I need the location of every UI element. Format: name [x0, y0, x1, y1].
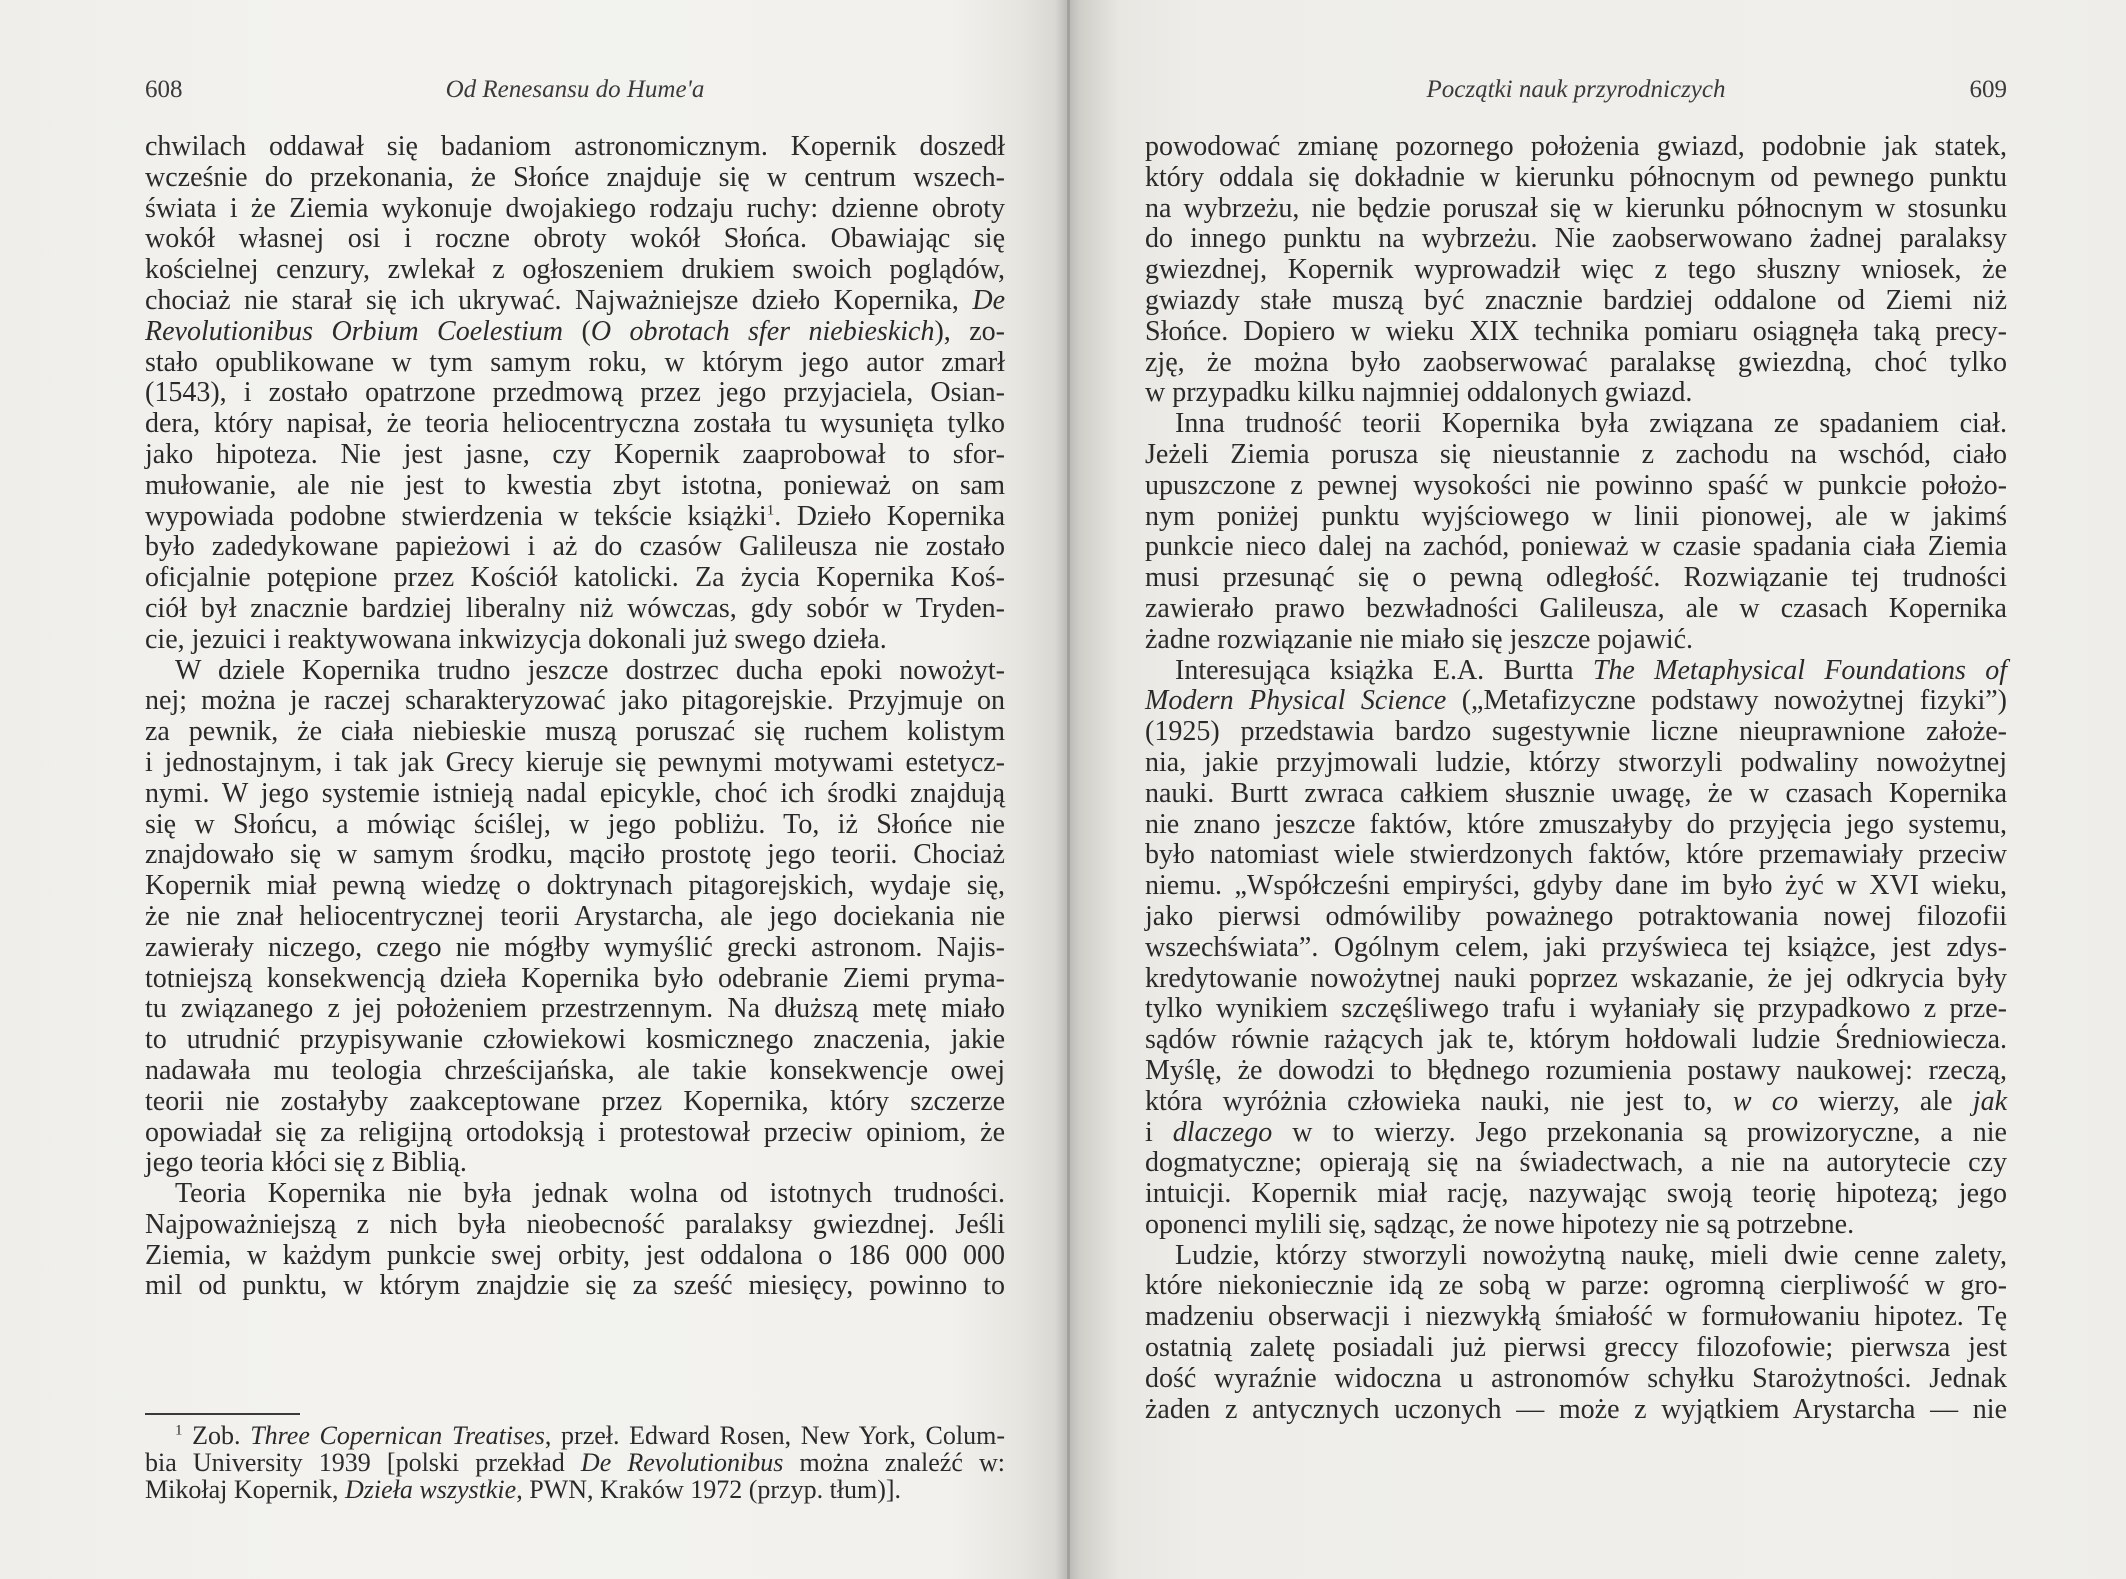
text-line [1145, 409, 2007, 440]
text-segment: nia, jakie przyjmowali ludzie, którzy stworzyli podwaliny nowożytnej [1145, 746, 2007, 778]
text-segment: ostatnią zaletę posiadali już pierwsi greccy filozofowie; pierwsza jest [1145, 1332, 2007, 1364]
text-line [145, 1118, 1005, 1149]
text-segment: upuszczone z pewnej wysokości nie powinno spaść w punkcie położo- [1145, 469, 2007, 501]
text-line [145, 132, 1005, 163]
text-line [145, 317, 1005, 348]
text-segment: jako pierwsi odmówiliby poważnego potraktowania nowej filozofii [1145, 900, 2007, 932]
text-line [1145, 902, 2007, 933]
text-segment: gwiezdnej, Kopernik wyprowadził więc z tego słuszny wniosek, że [1145, 254, 2007, 286]
text-segment: Zob. [182, 1421, 251, 1450]
text-segment: która wyróżnia człowieka nauki, nie jest to, [1145, 1085, 1733, 1117]
text-segment: zawierały niczego, czego nie mógłby wymyślić grecki astronom. Najis- [145, 931, 1005, 963]
text-line [1145, 378, 2007, 409]
text-line [1145, 840, 2007, 871]
text-line [145, 1241, 1005, 1272]
text-line [145, 625, 1005, 656]
text-line [145, 1056, 1005, 1087]
italic-text: dlaczego [1172, 1116, 1273, 1148]
text-segment: ( [563, 315, 591, 347]
text-line [1145, 132, 2007, 163]
text-segment: jako hipoteza. Nie jest jasne, czy Kopernik zaaprobował to sfor- [145, 438, 1005, 470]
text-segment: żadne rozwiązanie nie miało się jeszcze pojawić. [1145, 623, 1694, 655]
italic-text: The Metaphysical Foundations of [1592, 654, 2007, 686]
text-line [145, 840, 1005, 871]
text-line [145, 1025, 1005, 1056]
text-segment: nym poniżej punktu wyjściowego w linii pionowej, ale w jakimś [1145, 500, 2007, 532]
right-page [1145, 0, 2007, 1579]
text-line [1145, 871, 2007, 902]
text-segment: nie znano jeszcze faktów, które zmuszałyby do przyjęcia jego systemu, [1145, 808, 2007, 840]
text-segment: kredytowanie nowożytnej nauki poprzez wskazanie, że jej odkrycia były [1145, 962, 2007, 994]
text-segment: Interesująca książka E.A. Burtta [1175, 654, 1593, 686]
text-segment: można znaleźć w: [783, 1448, 1005, 1477]
text-segment: tylko wynikiem szczęśliwego trafu i wyłaniały się przypadkowo z prze- [1145, 993, 2007, 1025]
text-segment: które niekoniecznie idą ze sobą w parze: ogromną cierpliwość w gro- [1145, 1270, 2007, 1302]
body-text [1145, 132, 2007, 1425]
text-line [145, 255, 1005, 286]
footnote-separator [145, 1413, 300, 1415]
text-segment: oficjalnie potępione przez Kościół katolicki. Za życia Kopernika Koś- [145, 562, 1005, 594]
text-line [1145, 255, 2007, 286]
text-segment: Kopernik miał pewną wiedzę o doktrynach pitagorejskich, wydaje się, [145, 870, 1005, 902]
text-line [1145, 594, 2007, 625]
text-line [1145, 1179, 2007, 1210]
text-segment: chwilach oddawał się badaniom astronomicznym. Kopernik doszedł [145, 131, 1005, 162]
left-page [145, 0, 1005, 1579]
text-line [1145, 1210, 2007, 1241]
text-segment: zawierało prawo bezwładności Galileusza, ale w czasach Kopernika [1145, 592, 2007, 624]
text-line [145, 964, 1005, 995]
text-segment: niemu. „Współcześni empiryści, gdyby dane im było żyć w XVI wieku, [1145, 870, 2007, 902]
text-segment: ciół był znacznie bardziej liberalny niż wówczas, gdy sobór w Tryden- [145, 592, 1005, 624]
text-segment: wokół własnej osi i roczne obroty wokół Słońca. Obawiając się [145, 223, 1005, 255]
text-line [145, 902, 1005, 933]
text-line [145, 286, 1005, 317]
text-segment: kościelnej cenzury, zwlekał z ogłoszeniem drukiem swoich poglądów, [145, 254, 1005, 286]
text-segment: . Dzieło Kopernika [774, 500, 1005, 532]
text-line [145, 348, 1005, 379]
text-segment: dogmatyczne; opierają się na świadectwach, a nie na autorytecie czy [1145, 1147, 2007, 1179]
italic-text: w co [1732, 1085, 1799, 1117]
text-segment: Teoria Kopernika nie była jednak wolna od istotnych trudności. [175, 1178, 1005, 1210]
text-line [145, 1422, 1005, 1449]
text-line [145, 1087, 1005, 1118]
text-line [1145, 810, 2007, 841]
text-segment: stało opublikowane w tym samym roku, w którym jego autor zmarł [145, 346, 1005, 378]
text-line [1145, 1087, 2007, 1118]
italic-text: Dzieła wszystkie [345, 1475, 517, 1504]
text-line [1145, 163, 2007, 194]
text-line [145, 1148, 1005, 1179]
text-line [1145, 1333, 2007, 1364]
text-line [1145, 563, 2007, 594]
text-segment: znajdowało się w samym środku, mąciło prostotę jego teorii. Chociaż [145, 839, 1005, 871]
text-segment: opowiadał się za religijną ortodoksją i protestował przeciw opiniom, że [145, 1116, 1005, 1148]
text-line [145, 748, 1005, 779]
text-segment: za pewnik, że ciała niebieskie muszą poruszać się ruchem kolistym [145, 716, 1005, 748]
italic-text: Modern Physical Science [1145, 685, 1447, 717]
text-segment: Jeżeli Ziemia porusza się nieustannie z zachodu na wschód, ciało [1145, 438, 2007, 470]
text-segment: zję, że można było zaobserwować paralaksę gwiezdną, choć tylko [1145, 346, 2007, 378]
text-line [1145, 1118, 2007, 1149]
italic-text: De [972, 284, 1005, 316]
text-segment: w przypadku kilku najmniej oddalonych gwiazd. [1145, 377, 1693, 409]
text-line [1145, 748, 2007, 779]
text-line [1145, 1395, 2007, 1426]
text-segment: Inna trudność teorii Kopernika była związana ze spadaniem ciał. [1175, 408, 2007, 440]
text-line [145, 563, 1005, 594]
text-segment: było zadedykowane papieżowi i aż do czasów Galileusza nie zostało [145, 531, 1005, 563]
text-segment: , PWN, Kraków 1972 (przyp. tłum)]. [516, 1475, 902, 1504]
text-line [1145, 348, 2007, 379]
page-number: 609 [1969, 76, 2007, 103]
text-line [1145, 1148, 2007, 1179]
text-segment: wszechświata”. Ogólnym celem, jaki przyświeca tej książce, jest zdys- [1145, 931, 2007, 963]
text-line [1145, 656, 2007, 687]
text-line [1145, 717, 2007, 748]
text-segment: Najpoważniejszą z nich była nieobecność paralaksy gwiezdnej. Jeśli [145, 1208, 1005, 1240]
text-segment: to utrudnić przypisywanie człowiekowi kosmicznego znaczenia, jakie [145, 1024, 1005, 1056]
text-segment: tu związanego z jej położeniem przestrzennym. Na dłuższą metę miało [145, 993, 1005, 1025]
text-line [1145, 994, 2007, 1025]
text-line [145, 471, 1005, 502]
text-segment: teorii nie zostałyby zaakceptowane przez Kopernika, który szczerze [145, 1085, 1005, 1117]
text-segment: musi przesunąć się o pewną odległość. Rozwiązanie tej trudności [1145, 562, 2007, 594]
text-line [1145, 194, 2007, 225]
running-head-left [145, 76, 1005, 106]
text-segment: żaden z antycznych uczonych — może z wyjątkiem Arystarcha — nie [1145, 1393, 2007, 1425]
text-segment: Mikołaj Kopernik, [145, 1475, 346, 1504]
text-line [145, 378, 1005, 409]
text-line [145, 163, 1005, 194]
text-segment: wcześnie do przekonania, że Słońce znajduje się w centrum wszech- [145, 161, 1005, 193]
italic-text: O obrotach sfer niebieskich [590, 315, 935, 347]
text-segment: gwiazdy stałe muszą być znacznie bardziej oddalone od Ziemi niż [1145, 284, 2007, 316]
text-line [145, 1179, 1005, 1210]
text-line [1145, 1271, 2007, 1302]
italic-text: De Revolutionibus [580, 1448, 784, 1477]
text-segment: wypowiada podobne stwierdzenia w tekście książki [145, 500, 767, 532]
text-line [1145, 1364, 2007, 1395]
text-line [1145, 1056, 2007, 1087]
text-segment: jego teoria kłóci się z Biblią. [145, 1147, 467, 1179]
text-segment: W dziele Kopernika trudno jeszcze dostrzec ducha epoki nowożyt- [175, 654, 1005, 686]
text-segment: totniejszą konsekwencją dzieła Kopernika było odebranie Ziemi pryma- [145, 962, 1005, 994]
text-line [145, 502, 1005, 533]
text-line [145, 810, 1005, 841]
text-line [1145, 1025, 2007, 1056]
text-line [1145, 964, 2007, 995]
text-line [1145, 440, 2007, 471]
text-line [145, 1210, 1005, 1241]
text-line [1145, 224, 2007, 255]
text-segment: się w Słońcu, a mówiąc ściślej, w jego pobliżu. To, iż Słońce nie [145, 808, 1005, 840]
footnote [145, 1422, 1005, 1503]
text-line [1145, 1302, 2007, 1333]
text-segment: powodować zmianę pozornego położenia gwiazd, podobnie jak statek, [1145, 131, 2007, 162]
text-line [1145, 625, 2007, 656]
text-segment: Słońce. Dopiero w wieku XIX technika pomiaru osiągnęła taką precy- [1145, 315, 2007, 347]
text-line [145, 224, 1005, 255]
text-line [1145, 502, 2007, 533]
running-head-right [1145, 76, 2007, 106]
text-segment: oponenci mylili się, sądząc, że nowe hipotezy nie są potrzebne. [1145, 1208, 1855, 1240]
text-segment: mil od punktu, w którym znajdzie się za sześć miesięcy, powinno to [145, 1270, 1005, 1302]
text-segment: („Metafizyczne podstawy nowożytnej fizyki”) [1446, 685, 2007, 717]
text-line [1145, 532, 2007, 563]
text-line [145, 871, 1005, 902]
text-line [145, 594, 1005, 625]
text-segment: dera, który napisał, że teoria heliocentryczna została tu wysunięta tylko [145, 408, 1005, 440]
text-segment: nadawała mu teologia chrześcijańska, ale takie konsekwencje owej [145, 1054, 1005, 1086]
text-segment: chociaż nie starał się ich ukrywać. Najważniejsze dzieło Kopernika, [145, 284, 973, 316]
text-line [1145, 686, 2007, 717]
text-line [1145, 779, 2007, 810]
text-segment: dość wyraźnie widoczna u astronomów schyłku Starożytności. Jednak [1145, 1362, 2007, 1394]
text-segment: i [1145, 1116, 1173, 1148]
text-segment: sądów równie rażących jak te, którym hołdowali ludzie Średniowiecza. [1145, 1024, 2007, 1056]
text-segment: nej; można je raczej scharakteryzować jako pitagorejskie. Przyjmuje on [145, 685, 1005, 717]
text-line [145, 656, 1005, 687]
text-line [1145, 317, 2007, 348]
text-line [1145, 471, 2007, 502]
text-line [1145, 933, 2007, 964]
text-segment: Ludzie, którzy stworzyli nowożytną naukę, mieli dwie cenne zalety, [1175, 1239, 2007, 1271]
text-segment: do innego punktu na wybrzeżu. Nie zaobserwowano żadnej paralaksy [1145, 223, 2007, 255]
text-line [145, 717, 1005, 748]
text-line [145, 532, 1005, 563]
text-segment: mułowanie, ale nie jest to kwestia zbyt istotna, ponieważ on sam [145, 469, 1005, 501]
text-line [145, 440, 1005, 471]
text-line [145, 1449, 1005, 1476]
italic-text: Three Copernican Treatises [250, 1421, 545, 1450]
text-segment: (1543), i zostało opatrzone przedmową przez jego przyjaciela, Osian- [145, 377, 1005, 409]
text-line [145, 409, 1005, 440]
text-segment: było natomiast wiele stwierdzonych faktów, które przemawiały przeciw [1145, 839, 2007, 871]
body-text [145, 132, 1005, 1302]
text-segment: punkcie nieco dalej na zachód, ponieważ w czasie spadania ciała Ziemia [1145, 531, 2007, 563]
running-title: Od Renesansu do Hume'a [445, 76, 705, 103]
text-segment: ), zo- [934, 315, 1005, 347]
text-line [145, 779, 1005, 810]
text-line [145, 686, 1005, 717]
text-segment: cie, jezuici i reaktywowana inkwizycja dokonali już swego dzieła. [145, 623, 887, 655]
text-segment: , przeł. Edward Rosen, New York, Colum- [544, 1421, 1005, 1450]
text-segment: bia University 1939 [polski przekład [145, 1448, 581, 1477]
text-segment: i jednostajnym, i tak jak Grecy kieruje się pewnymi motywami estetycz- [145, 746, 1005, 778]
text-line [1145, 1241, 2007, 1272]
text-segment: intuicji. Kopernik miał rację, nazywając swoją teorię hipotezą; jego [1145, 1178, 2007, 1210]
text-segment: w to wierzy. Jego przekonania są prowizoryczne, a nie [1272, 1116, 2007, 1148]
text-segment: nauki. Burtt zwraca całkiem słusznie uwagę, że w czasach Kopernika [1145, 777, 2007, 809]
text-segment: Myślę, że dowodzi to błędnego rozumienia postawy naukowej: rzeczą, [1145, 1054, 2007, 1086]
text-line [145, 1476, 1005, 1503]
page-number: 608 [145, 76, 183, 103]
footnote-marker: 1 [175, 1422, 183, 1439]
text-line [145, 1271, 1005, 1302]
text-line [145, 194, 1005, 225]
text-line [145, 994, 1005, 1025]
italic-text: Revolutionibus Orbium Coelestium [145, 315, 564, 347]
running-title: Początki nauk przyrodniczych [1426, 76, 1726, 103]
text-segment: Ziemia, w każdym punkcie swej orbity, jest oddalona o 186 000 000 [145, 1239, 1005, 1271]
text-segment: nymi. W jego systemie istnieją nadal epicykle, choć ich środki znajdują [145, 777, 1005, 809]
text-segment: (1925) przedstawia bardzo sugestywnie liczne nieuprawnione założe- [1145, 716, 2007, 748]
book-spine [1067, 0, 1070, 1579]
text-segment: świata i że Ziemia wykonuje dwojakiego rodzaju ruchy: dzienne obroty [145, 192, 1005, 224]
footnote-marker: 1 [766, 502, 775, 519]
text-segment: że nie znał heliocentrycznej teorii Arystarcha, ale jego dociekania nie [145, 900, 1005, 932]
text-line [145, 933, 1005, 964]
text-line [1145, 286, 2007, 317]
text-segment: który oddala się dokładnie w kierunku północnym od pewnego punktu [1145, 161, 2007, 193]
text-segment: wierzy, ale [1798, 1085, 1973, 1117]
text-segment: madzeniu obserwacji i niezwykłą śmiałość w formułowaniu hipotez. Tę [1145, 1301, 2007, 1333]
text-segment: na wybrzeżu, nie będzie poruszał się w kierunku północnym w stosunku [1145, 192, 2007, 224]
italic-text: jak [1972, 1085, 2008, 1117]
